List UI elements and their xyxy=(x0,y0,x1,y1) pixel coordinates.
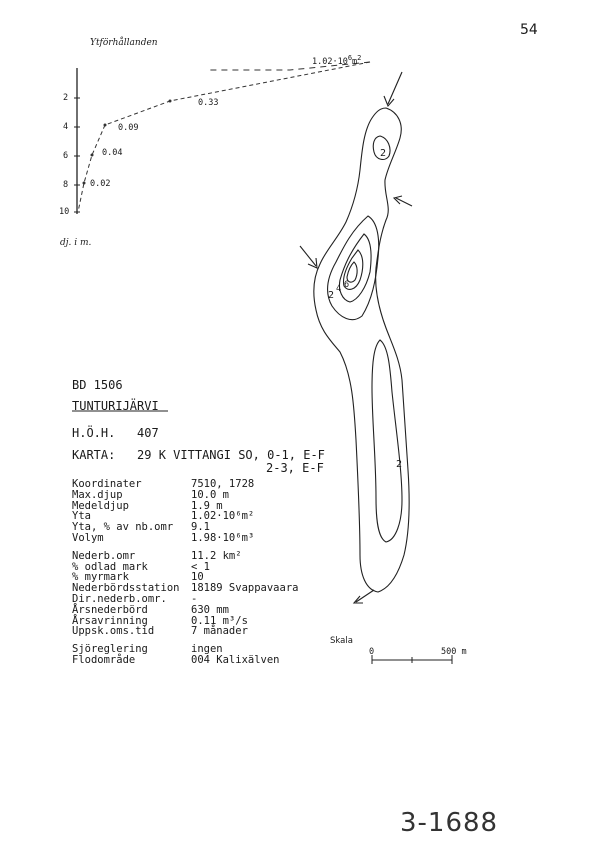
elevation xyxy=(72,426,159,440)
depth-tick: 2 xyxy=(63,93,69,103)
hypsographic-title: Ytförhållanden xyxy=(90,38,158,48)
scale-title: Skala xyxy=(330,636,353,646)
fact-label: Max.djup xyxy=(72,488,123,501)
fact-value: 0.11 m³/s xyxy=(191,614,248,627)
map-label: KARTA: xyxy=(72,448,116,462)
fact-label: Medeldjup xyxy=(72,499,129,512)
curve-label-004: 0.04 xyxy=(102,148,123,158)
lake-name: TUNTURIJÄRVI xyxy=(72,399,159,413)
fact-value: 10 xyxy=(191,571,204,584)
fact-value: 7510, 1728 xyxy=(191,478,255,490)
fact-value: 1.98·10⁶m³ xyxy=(191,531,255,544)
contour-label: 2 xyxy=(380,148,387,159)
fact-value: 7 månader xyxy=(191,625,248,638)
depth-tick: 10 xyxy=(59,207,70,217)
facts-values xyxy=(191,479,298,666)
page-number: 54 xyxy=(520,22,538,38)
curve-label-area: $1.02\cdot 10^6m^2$ xyxy=(312,54,362,67)
depth-tick: 4 xyxy=(63,122,69,132)
fact-value: 1.9 m xyxy=(191,499,223,512)
fact-label: Nederbördsstation xyxy=(72,582,180,595)
fact-label: Nederb.omr xyxy=(72,549,136,562)
facts-labels xyxy=(72,479,190,666)
fact-label: % odlad mark xyxy=(72,560,148,573)
fact-value: 9.1 xyxy=(191,521,210,534)
fact-value: 004 Kalixälven xyxy=(191,653,280,666)
fact-label: Årsnederbörd xyxy=(72,603,148,616)
handwritten-id: 3-1688 xyxy=(400,808,499,838)
fact-value: 11.2 km² xyxy=(191,549,242,562)
fact-label: Uppsk.oms.tid xyxy=(72,625,155,638)
lake-map xyxy=(300,72,412,603)
fact-label: Årsavrinning xyxy=(72,614,148,627)
contour-label: 2 xyxy=(396,459,403,470)
fact-value: 10.0 m xyxy=(191,488,229,501)
curve-label-009: 0.09 xyxy=(118,123,139,133)
fact-label: Flodområde xyxy=(72,653,136,666)
fact-label: Dir.nederb.omr. xyxy=(72,592,167,605)
scale-end: 500 m xyxy=(441,647,467,657)
fact-value: 18189 Svappavaara xyxy=(191,582,299,595)
fact-label: Koordinater xyxy=(72,478,142,490)
scale-bar xyxy=(372,655,452,664)
elevation-value: 407 xyxy=(137,426,159,440)
fact-label: % myrmark xyxy=(72,571,129,584)
fact-label: Volym xyxy=(72,531,104,544)
depth-tick: 6 xyxy=(63,151,69,161)
curve-label-033: 0.33 xyxy=(198,98,219,108)
fact-value: 630 mm xyxy=(191,603,229,616)
fact-value: < 1 xyxy=(191,560,210,573)
fact-value: ingen xyxy=(191,643,223,656)
fact-value: - xyxy=(191,592,198,605)
fact-label: Yta xyxy=(72,510,91,523)
fact-value: 1.02·10⁶m² xyxy=(191,510,255,523)
contour-label: 6 xyxy=(344,280,350,290)
lake-id: BD 1506 xyxy=(72,378,123,392)
map-line1: 29 K VITTANGI SO, 0-1, E-F xyxy=(137,448,325,462)
contour-label: 4 xyxy=(336,284,342,294)
map-sheet xyxy=(72,448,325,462)
curve-label-002: 0.02 xyxy=(90,179,111,189)
depth-tick: 8 xyxy=(63,180,69,190)
contour-label: 2 xyxy=(328,290,335,301)
fact-label: Sjöreglering xyxy=(72,643,148,656)
scale-start: 0 xyxy=(369,647,375,657)
handwritten-id-underline xyxy=(395,840,475,845)
map-line2: 2-3, E-F xyxy=(266,461,324,475)
fact-label: Yta, % av nb.omr xyxy=(72,521,174,534)
elevation-label: H.Ö.H. xyxy=(72,426,116,440)
depth-axis-label: dj. i m. xyxy=(60,238,92,248)
